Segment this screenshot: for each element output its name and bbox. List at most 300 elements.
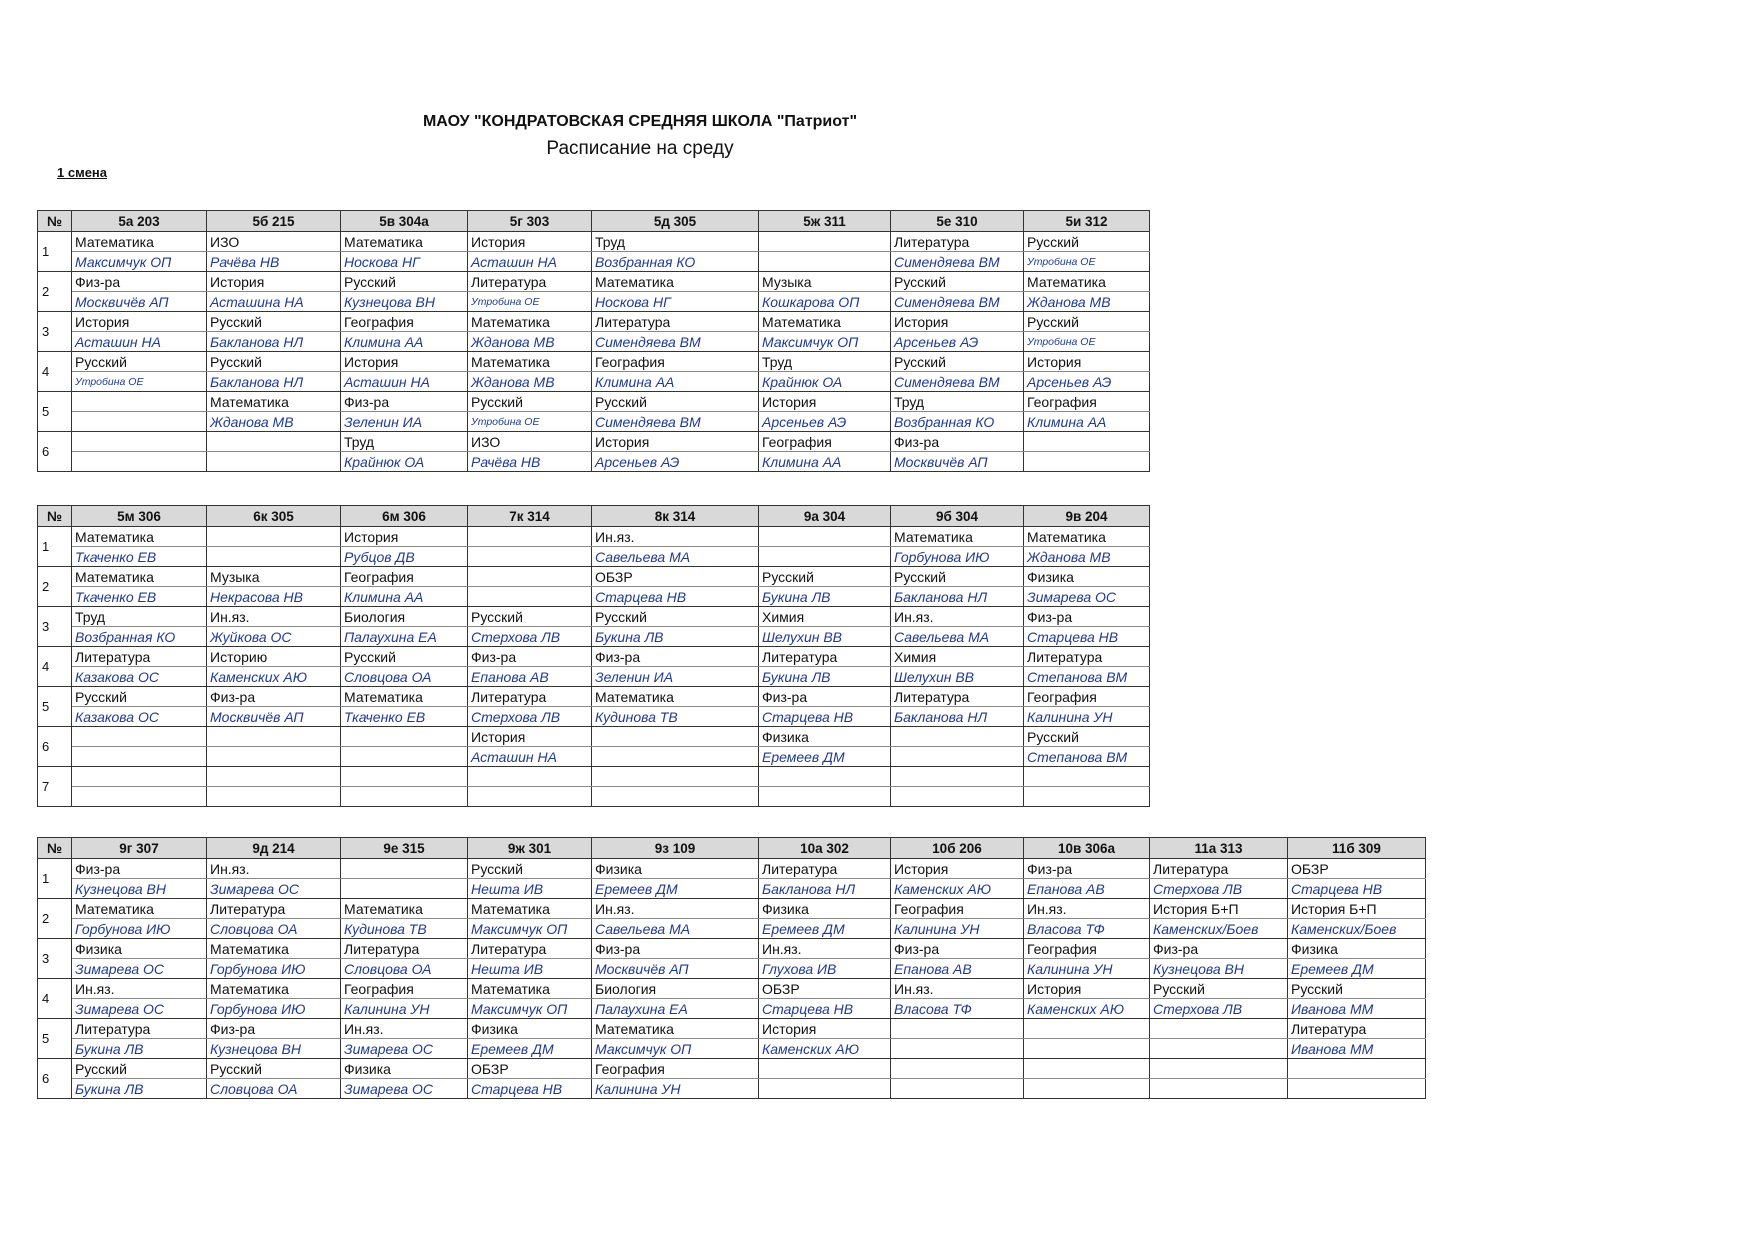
teacher-cell: Асташин НА bbox=[468, 747, 592, 767]
subject-cell: Музыка bbox=[207, 567, 341, 587]
subject-cell bbox=[1150, 1059, 1288, 1079]
lesson-number: 5 bbox=[38, 687, 72, 727]
lesson-number: 6 bbox=[38, 432, 72, 472]
teacher-cell: Утробина ОЕ bbox=[1024, 252, 1150, 272]
subject-cell: Литература bbox=[1288, 1019, 1426, 1039]
subject-cell: История Б+П bbox=[1288, 899, 1426, 919]
teacher-cell: Нешта ИВ bbox=[468, 879, 592, 899]
teacher-cell: Бакланова НЛ bbox=[207, 372, 341, 392]
subject-cell bbox=[1150, 1019, 1288, 1039]
lesson-number: 4 bbox=[38, 647, 72, 687]
table-row bbox=[38, 919, 1426, 939]
subject-cell: Физ-ра bbox=[891, 939, 1024, 959]
teacher-cell: Жданова МВ bbox=[1024, 292, 1150, 312]
subject-cell: Русский bbox=[1288, 979, 1426, 999]
teacher-cell: Максимчук ОП bbox=[759, 332, 891, 352]
subject-cell: Математика bbox=[468, 899, 592, 919]
subject-cell bbox=[759, 527, 891, 547]
class-header: 5д 305 bbox=[592, 211, 759, 232]
subject-cell: Физ-ра bbox=[1150, 939, 1288, 959]
table-row bbox=[38, 1039, 1426, 1059]
subject-cell bbox=[1024, 767, 1150, 787]
table-row bbox=[38, 587, 1150, 607]
subject-cell: Литература bbox=[468, 272, 592, 292]
subject-cell: Ин.яз. bbox=[1024, 899, 1150, 919]
subject-cell: Русский bbox=[1024, 312, 1150, 332]
subject-cell: Физика bbox=[341, 1059, 468, 1079]
teacher-cell: Калинина УН bbox=[341, 999, 468, 1019]
teacher-cell: Букина ЛВ bbox=[592, 627, 759, 647]
subject-cell: Ин.яз. bbox=[592, 899, 759, 919]
table-row bbox=[38, 432, 1150, 452]
subject-cell: История bbox=[1024, 352, 1150, 372]
teacher-cell bbox=[891, 1039, 1024, 1059]
teacher-cell: Казакова ОС bbox=[72, 707, 207, 727]
teacher-cell: Калинина УН bbox=[592, 1079, 759, 1099]
teacher-cell: Максимчук ОП bbox=[468, 919, 592, 939]
teacher-cell: Словцова ОА bbox=[207, 1079, 341, 1099]
teacher-cell bbox=[468, 787, 592, 807]
teacher-cell: Букина ЛВ bbox=[72, 1039, 207, 1059]
teacher-cell: Еремеев ДМ bbox=[759, 919, 891, 939]
teacher-cell bbox=[72, 412, 207, 432]
subject-cell: Литература bbox=[592, 312, 759, 332]
class-header: 5ж 311 bbox=[759, 211, 891, 232]
class-header: 9б 304 bbox=[891, 506, 1024, 527]
lesson-number: 3 bbox=[38, 939, 72, 979]
subject-cell: Ин.яз. bbox=[891, 979, 1024, 999]
teacher-cell: Носкова НГ bbox=[341, 252, 468, 272]
teacher-cell: Калинина УН bbox=[1024, 959, 1150, 979]
teacher-cell bbox=[891, 1079, 1024, 1099]
teacher-cell: Зимарева ОС bbox=[1024, 587, 1150, 607]
class-header: 10а 302 bbox=[759, 838, 891, 859]
table-row bbox=[38, 412, 1150, 432]
subject-cell bbox=[207, 727, 341, 747]
subject-cell bbox=[207, 432, 341, 452]
table-row bbox=[38, 787, 1150, 807]
teacher-cell: Москвичёв АП bbox=[891, 452, 1024, 472]
teacher-cell: Палаухина ЕА bbox=[592, 999, 759, 1019]
lesson-number: 1 bbox=[38, 232, 72, 272]
teacher-cell: Горбунова ИЮ bbox=[891, 547, 1024, 567]
teacher-cell: Бакланова НЛ bbox=[759, 879, 891, 899]
teacher-cell: Букина ЛВ bbox=[759, 587, 891, 607]
subject-cell bbox=[759, 767, 891, 787]
table-row bbox=[38, 859, 1426, 879]
table-row bbox=[38, 392, 1150, 412]
teacher-cell bbox=[1150, 1079, 1288, 1099]
teacher-cell: Савельева МА bbox=[592, 919, 759, 939]
teacher-cell: Старцева НВ bbox=[468, 1079, 592, 1099]
subject-cell: Историю bbox=[207, 647, 341, 667]
table-row bbox=[38, 647, 1150, 667]
subject-cell: Физика bbox=[468, 1019, 592, 1039]
subject-cell: Русский bbox=[207, 312, 341, 332]
teacher-cell: Кузнецова ВН bbox=[1150, 959, 1288, 979]
schedule-table-3 bbox=[37, 837, 1426, 1099]
class-header: 8к 314 bbox=[592, 506, 759, 527]
lesson-number: 6 bbox=[38, 727, 72, 767]
subject-cell: Литература bbox=[759, 647, 891, 667]
teacher-cell bbox=[468, 587, 592, 607]
teacher-cell: Старцева НВ bbox=[1024, 627, 1150, 647]
table-row bbox=[38, 899, 1426, 919]
teacher-cell bbox=[207, 747, 341, 767]
teacher-cell: Савельева МА bbox=[891, 627, 1024, 647]
school-name: МАОУ "КОНДРАТОВСКАЯ СРЕДНЯЯ ШКОЛА "Патриот" bbox=[422, 113, 858, 130]
teacher-cell: Горбунова ИЮ bbox=[207, 999, 341, 1019]
table-row bbox=[38, 727, 1150, 747]
teacher-cell: Старцева НВ bbox=[759, 707, 891, 727]
subject-cell: История bbox=[592, 432, 759, 452]
subject-cell: История bbox=[468, 232, 592, 252]
subject-cell: Физика bbox=[1024, 567, 1150, 587]
subject-cell: Русский bbox=[207, 352, 341, 372]
subject-cell: Математика bbox=[592, 272, 759, 292]
teacher-cell bbox=[891, 747, 1024, 767]
teacher-cell: Власова ТФ bbox=[1024, 919, 1150, 939]
teacher-cell: Крайнюк ОА bbox=[341, 452, 468, 472]
subject-cell: Литература bbox=[759, 859, 891, 879]
subject-cell: Русский bbox=[341, 647, 468, 667]
teacher-cell: Зимарева ОС bbox=[72, 959, 207, 979]
teacher-cell: Кудинова ТВ bbox=[341, 919, 468, 939]
subject-cell: История bbox=[72, 312, 207, 332]
subject-cell: Физ-ра bbox=[1024, 859, 1150, 879]
subject-cell: География bbox=[341, 312, 468, 332]
teacher-cell: Рубцов ДВ bbox=[341, 547, 468, 567]
subject-cell: Литература bbox=[207, 899, 341, 919]
subject-cell: Русский bbox=[891, 352, 1024, 372]
subject-cell: Биология bbox=[341, 607, 468, 627]
subject-cell: Математика bbox=[341, 232, 468, 252]
subject-cell: Русский bbox=[72, 1059, 207, 1079]
subject-cell: Русский bbox=[891, 567, 1024, 587]
subject-cell: Математика bbox=[468, 352, 592, 372]
subject-cell: Труд bbox=[341, 432, 468, 452]
subject-cell: История bbox=[341, 352, 468, 372]
subject-cell: Математика bbox=[891, 527, 1024, 547]
subject-cell: География bbox=[592, 1059, 759, 1079]
teacher-cell: Еремеев ДМ bbox=[1288, 959, 1426, 979]
teacher-cell: Кошкарова ОП bbox=[759, 292, 891, 312]
schedule-table-1 bbox=[37, 210, 1150, 472]
teacher-cell: Ткаченко ЕВ bbox=[72, 547, 207, 567]
subject-cell: Физ-ра bbox=[1024, 607, 1150, 627]
subject-cell bbox=[759, 232, 891, 252]
teacher-cell: Симендяева ВМ bbox=[891, 252, 1024, 272]
subject-cell: География bbox=[341, 567, 468, 587]
table-header-row bbox=[38, 838, 1426, 859]
lesson-number: 1 bbox=[38, 859, 72, 899]
class-header: 10б 206 bbox=[891, 838, 1024, 859]
table-row bbox=[38, 667, 1150, 687]
teacher-cell: Шелухин ВВ bbox=[759, 627, 891, 647]
table-row bbox=[38, 232, 1150, 252]
teacher-cell bbox=[72, 747, 207, 767]
teacher-cell: Бакланова НЛ bbox=[891, 587, 1024, 607]
teacher-cell: Кузнецова ВН bbox=[341, 292, 468, 312]
teacher-cell: Зеленин ИА bbox=[341, 412, 468, 432]
subject-cell: ИЗО bbox=[468, 432, 592, 452]
subject-cell: История bbox=[891, 859, 1024, 879]
subject-cell bbox=[1024, 1059, 1150, 1079]
subject-cell: Музыка bbox=[759, 272, 891, 292]
subject-cell: Русский bbox=[1024, 232, 1150, 252]
teacher-cell: Шелухин ВВ bbox=[891, 667, 1024, 687]
table-row bbox=[38, 452, 1150, 472]
teacher-cell: Максимчук ОП bbox=[72, 252, 207, 272]
subject-cell: ОБЗР bbox=[1288, 859, 1426, 879]
table-row bbox=[38, 939, 1426, 959]
subject-cell: Русский bbox=[72, 352, 207, 372]
subject-cell bbox=[592, 767, 759, 787]
subject-cell bbox=[1024, 432, 1150, 452]
table-row bbox=[38, 292, 1150, 312]
subject-cell: Русский bbox=[468, 859, 592, 879]
subject-cell: История bbox=[1024, 979, 1150, 999]
lesson-number: 7 bbox=[38, 767, 72, 807]
subject-cell: Литература bbox=[468, 687, 592, 707]
teacher-cell: Словцова ОА bbox=[341, 959, 468, 979]
teacher-cell: Жданова МВ bbox=[207, 412, 341, 432]
subject-cell: Математика bbox=[341, 899, 468, 919]
teacher-cell: Степанова ВМ bbox=[1024, 747, 1150, 767]
teacher-cell bbox=[341, 787, 468, 807]
teacher-cell: Еремеев ДМ bbox=[759, 747, 891, 767]
teacher-cell: Кузнецова ВН bbox=[72, 879, 207, 899]
class-header: 6м 306 bbox=[341, 506, 468, 527]
subject-cell: Математика bbox=[468, 979, 592, 999]
subject-cell: Физ-ра bbox=[592, 939, 759, 959]
subject-cell: Труд bbox=[72, 607, 207, 627]
subject-cell bbox=[1024, 1019, 1150, 1039]
teacher-cell bbox=[891, 787, 1024, 807]
subject-cell: Русский bbox=[592, 607, 759, 627]
lesson-number: 2 bbox=[38, 899, 72, 939]
teacher-cell: Утробина ОЕ bbox=[72, 372, 207, 392]
table-header-row bbox=[38, 211, 1150, 232]
teacher-cell: Асташина НА bbox=[207, 292, 341, 312]
class-header: 5б 215 bbox=[207, 211, 341, 232]
subject-cell: Математика bbox=[468, 312, 592, 332]
teacher-cell bbox=[468, 547, 592, 567]
teacher-cell bbox=[592, 787, 759, 807]
teacher-cell: Букина ЛВ bbox=[72, 1079, 207, 1099]
teacher-cell: Стерхова ЛВ bbox=[468, 707, 592, 727]
subject-cell bbox=[592, 727, 759, 747]
class-header: 10в 306а bbox=[1024, 838, 1150, 859]
teacher-cell bbox=[592, 747, 759, 767]
subject-cell: Математика bbox=[72, 527, 207, 547]
subject-cell: История bbox=[207, 272, 341, 292]
teacher-cell: Каменских АЮ bbox=[891, 879, 1024, 899]
subject-cell bbox=[341, 859, 468, 879]
subject-cell: Русский bbox=[1150, 979, 1288, 999]
table-row bbox=[38, 959, 1426, 979]
subject-cell: Химия bbox=[759, 607, 891, 627]
teacher-cell: Стерхова ЛВ bbox=[1150, 879, 1288, 899]
subject-cell: География bbox=[891, 899, 1024, 919]
teacher-cell: Еремеев ДМ bbox=[468, 1039, 592, 1059]
class-header: 9а 304 bbox=[759, 506, 891, 527]
subject-cell: Физ-ра bbox=[341, 392, 468, 412]
lesson-number: 5 bbox=[38, 392, 72, 432]
subject-cell: Математика bbox=[207, 939, 341, 959]
subject-cell: Русский bbox=[891, 272, 1024, 292]
teacher-cell: Каменских АЮ bbox=[1024, 999, 1150, 1019]
subject-cell: История bbox=[468, 727, 592, 747]
subject-cell: Ин.яз. bbox=[592, 527, 759, 547]
class-header: 11а 313 bbox=[1150, 838, 1288, 859]
teacher-cell: Утробина ОЕ bbox=[1024, 332, 1150, 352]
teacher-cell: Возбранная КО bbox=[72, 627, 207, 647]
subject-cell: ОБЗР bbox=[759, 979, 891, 999]
subject-cell: Труд bbox=[891, 392, 1024, 412]
teacher-cell: Кудинова ТВ bbox=[592, 707, 759, 727]
subject-cell: Физ-ра bbox=[72, 272, 207, 292]
teacher-cell bbox=[341, 747, 468, 767]
subject-cell: Физ-ра bbox=[891, 432, 1024, 452]
teacher-cell: Ткаченко ЕВ bbox=[341, 707, 468, 727]
subject-cell: Математика bbox=[592, 687, 759, 707]
subject-cell: Русский bbox=[72, 687, 207, 707]
subject-cell: Физ-ра bbox=[468, 647, 592, 667]
subject-cell: Литература bbox=[72, 1019, 207, 1039]
subject-cell: История Б+П bbox=[1150, 899, 1288, 919]
teacher-cell: Жуйкова ОС bbox=[207, 627, 341, 647]
class-header: 9е 315 bbox=[341, 838, 468, 859]
teacher-cell: Зимарева ОС bbox=[72, 999, 207, 1019]
subject-cell: Литература bbox=[891, 232, 1024, 252]
lesson-number: 4 bbox=[38, 352, 72, 392]
table-row bbox=[38, 332, 1150, 352]
teacher-cell: Зеленин ИА bbox=[592, 667, 759, 687]
teacher-cell: Каменских АЮ bbox=[759, 1039, 891, 1059]
lesson-number: 1 bbox=[38, 527, 72, 567]
teacher-cell: Утробина ОЕ bbox=[468, 292, 592, 312]
table-row bbox=[38, 272, 1150, 292]
teacher-cell: Арсеньев АЭ bbox=[1024, 372, 1150, 392]
teacher-cell bbox=[72, 787, 207, 807]
teacher-cell: Стерхова ЛВ bbox=[468, 627, 592, 647]
teacher-cell: Симендяева ВМ bbox=[891, 372, 1024, 392]
teacher-cell: Зимарева ОС bbox=[341, 1039, 468, 1059]
subject-cell bbox=[891, 1059, 1024, 1079]
teacher-cell: Букина ЛВ bbox=[759, 667, 891, 687]
subject-cell bbox=[891, 767, 1024, 787]
class-header: 5м 306 bbox=[72, 506, 207, 527]
class-header: 6к 305 bbox=[207, 506, 341, 527]
teacher-cell: Утробина ОЕ bbox=[468, 412, 592, 432]
subject-cell: Математика bbox=[72, 899, 207, 919]
teacher-cell bbox=[1024, 787, 1150, 807]
lesson-number: 6 bbox=[38, 1059, 72, 1099]
subject-cell: Литература bbox=[1024, 647, 1150, 667]
teacher-cell: Климина АА bbox=[592, 372, 759, 392]
teacher-cell: Еремеев ДМ bbox=[592, 879, 759, 899]
subject-cell: Математика bbox=[207, 392, 341, 412]
teacher-cell bbox=[207, 547, 341, 567]
teacher-cell: Старцева НВ bbox=[1288, 879, 1426, 899]
teacher-cell bbox=[1024, 1039, 1150, 1059]
teacher-cell: Рачёва НВ bbox=[468, 452, 592, 472]
teacher-cell: Крайнюк ОА bbox=[759, 372, 891, 392]
teacher-cell bbox=[207, 452, 341, 472]
teacher-cell: Каменских/Боев bbox=[1288, 919, 1426, 939]
subject-cell: Русский bbox=[341, 272, 468, 292]
teacher-cell bbox=[759, 252, 891, 272]
teacher-cell: Глухова ИВ bbox=[759, 959, 891, 979]
subject-cell: История bbox=[341, 527, 468, 547]
teacher-cell bbox=[341, 879, 468, 899]
subject-cell: Русский bbox=[592, 392, 759, 412]
subject-cell: Русский bbox=[468, 392, 592, 412]
subject-cell bbox=[72, 432, 207, 452]
teacher-cell: Казакова ОС bbox=[72, 667, 207, 687]
lesson-number-header: № bbox=[38, 211, 72, 232]
table-row bbox=[38, 547, 1150, 567]
table-row bbox=[38, 627, 1150, 647]
table-row bbox=[38, 352, 1150, 372]
subject-cell: Химия bbox=[891, 647, 1024, 667]
teacher-cell: Возбранная КО bbox=[891, 412, 1024, 432]
table-row bbox=[38, 372, 1150, 392]
subject-cell: Математика bbox=[72, 232, 207, 252]
teacher-cell: Асташин НА bbox=[341, 372, 468, 392]
table-row bbox=[38, 707, 1150, 727]
subject-cell: История bbox=[759, 392, 891, 412]
table-row bbox=[38, 687, 1150, 707]
teacher-cell: Симендяева ВМ bbox=[592, 332, 759, 352]
subject-cell: География bbox=[1024, 939, 1150, 959]
subject-cell: Физ-ра bbox=[207, 1019, 341, 1039]
table-row bbox=[38, 1059, 1426, 1079]
subject-cell bbox=[1288, 1059, 1426, 1079]
teacher-cell: Иванова ММ bbox=[1288, 1039, 1426, 1059]
class-header: 9в 204 bbox=[1024, 506, 1150, 527]
lesson-number: 2 bbox=[38, 567, 72, 607]
teacher-cell: Словцова ОА bbox=[207, 919, 341, 939]
class-header: 9д 214 bbox=[207, 838, 341, 859]
class-header: 7к 314 bbox=[468, 506, 592, 527]
teacher-cell: Каменских АЮ bbox=[207, 667, 341, 687]
subject-cell: Физика bbox=[72, 939, 207, 959]
teacher-cell: Бакланова НЛ bbox=[891, 707, 1024, 727]
subject-cell bbox=[891, 727, 1024, 747]
subject-cell: Ин.яз. bbox=[207, 859, 341, 879]
teacher-cell: Носкова НГ bbox=[592, 292, 759, 312]
teacher-cell: Москвичёв АП bbox=[592, 959, 759, 979]
teacher-cell: Москвичёв АП bbox=[72, 292, 207, 312]
class-header: 5г 303 bbox=[468, 211, 592, 232]
teacher-cell: Жданова МВ bbox=[468, 332, 592, 352]
subject-cell: Ин.яз. bbox=[891, 607, 1024, 627]
subject-cell: Физ-ра bbox=[207, 687, 341, 707]
subject-cell: Литература bbox=[341, 939, 468, 959]
teacher-cell: Климина АА bbox=[341, 587, 468, 607]
table-header-row bbox=[38, 506, 1150, 527]
subject-cell: Русский bbox=[1024, 727, 1150, 747]
teacher-cell: Степанова ВМ bbox=[1024, 667, 1150, 687]
subject-cell: Физика bbox=[592, 859, 759, 879]
subject-cell: Физ-ра bbox=[592, 647, 759, 667]
teacher-cell: Симендяева ВМ bbox=[592, 412, 759, 432]
teacher-cell: Рачёва НВ bbox=[207, 252, 341, 272]
table-row bbox=[38, 312, 1150, 332]
subject-cell bbox=[891, 1019, 1024, 1039]
